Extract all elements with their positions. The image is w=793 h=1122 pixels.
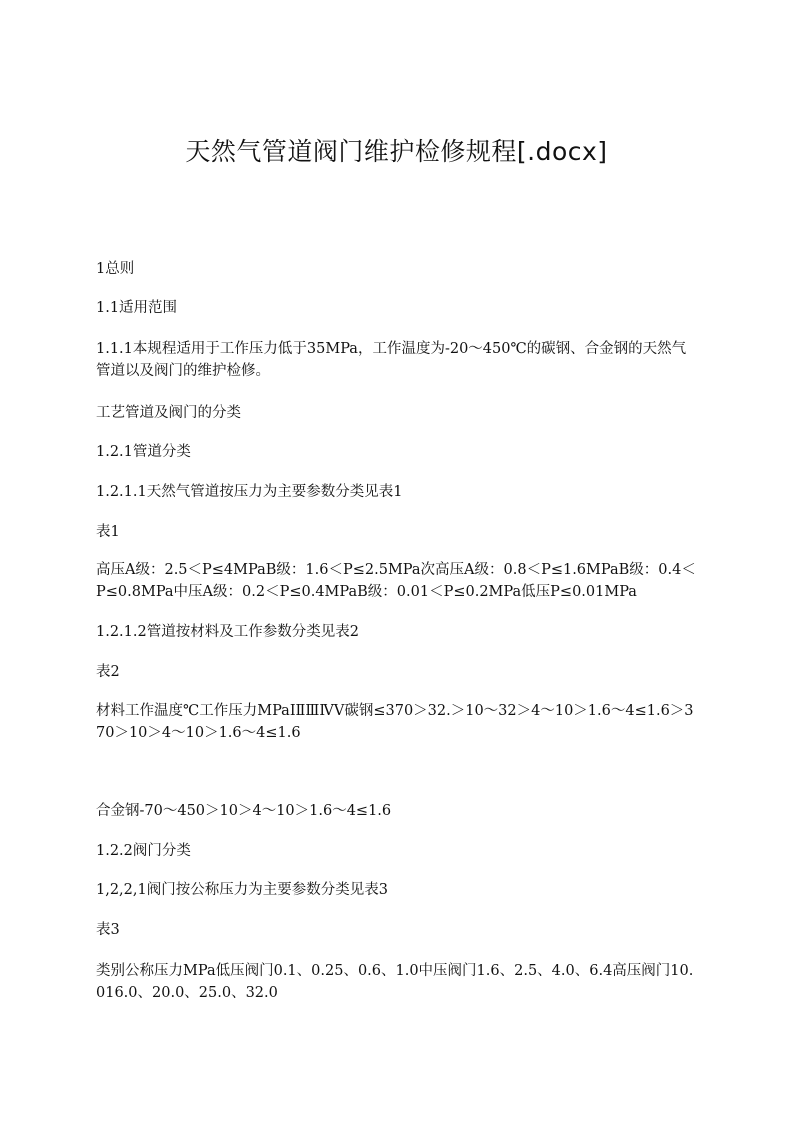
table-2-content: 材料工作温度℃工作压力MPaⅠⅡⅢⅣⅤ碳钢≤370＞32.＞10～32＞4～10＞1.6～4≤1.6＞370＞10＞4～10＞1.6～4≤1.6 — [96, 703, 694, 741]
paragraph-scope-text: 1.1.1本规程适用于工作压力低于35MPa，工作温度为-20～450℃的碳钢、合金钢的天然气管道以及阀门的维护检修。 — [96, 341, 687, 379]
table-2-alloy-row: 合金钢-70～450＞10＞4～10＞1.6～4≤1.6 — [96, 803, 392, 819]
heading-classification: 工艺管道及阀门的分类 — [96, 405, 241, 421]
heading-valve-classification: 1.2.2阀门分类 — [96, 843, 191, 859]
heading-scope: 1.1适用范围 — [96, 300, 178, 316]
table-1-caption: 表1 — [96, 524, 120, 540]
document-title: 天然气管道阀门维护检修规程[.docx] — [185, 137, 608, 166]
table-3-content: 类别公称压力MPa低压阀门0.1、0.25、0.6、1.0中压阀门1.6、2.5、4.0、6.4高压阀门10.016.0、20.0、25.0、32.0 — [96, 963, 694, 1001]
table-1-content: 高压A级：2.5＜P≤4MPaB级：1.6＜P≤2.5MPa次高压A级：0.8＜P≤1.6MPaB级：0.4＜P≤0.8MPa中压A级：0.2＜P≤0.4MPaB级：0.01＜P≤0.2MPa低压P≤0.01MPa — [96, 562, 696, 600]
paragraph-valve-by-pressure: 1,2,2,1阀门按公称压力为主要参数分类见表3 — [96, 882, 388, 898]
heading-pipe-classification: 1.2.1管道分类 — [96, 444, 191, 460]
paragraph-pipe-by-material: 1.2.1.2管道按材料及工作参数分类见表2 — [96, 624, 359, 640]
table-2-caption: 表2 — [96, 664, 120, 680]
paragraph-pipe-by-pressure: 1.2.1.1天然气管道按压力为主要参数分类见表1 — [96, 484, 403, 500]
table-3-caption: 表3 — [96, 922, 120, 938]
heading-general: 1总则 — [96, 261, 135, 277]
